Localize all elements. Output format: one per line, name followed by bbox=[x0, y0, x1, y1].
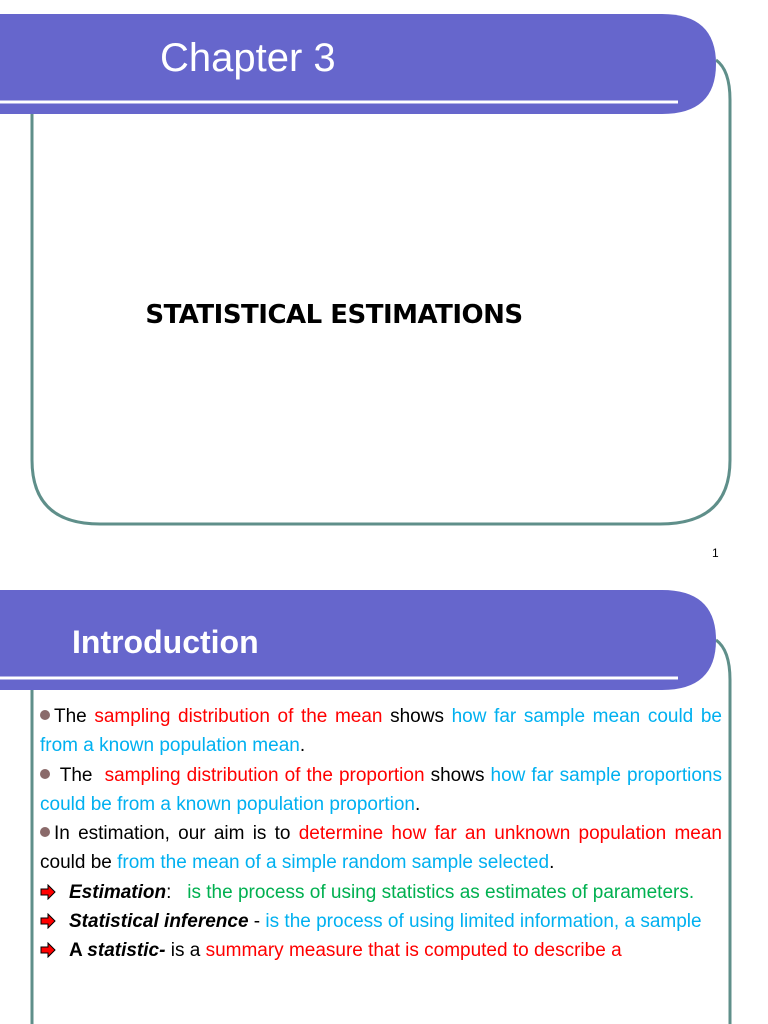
bullet-text: The bbox=[54, 706, 95, 727]
bullet-item bbox=[40, 819, 722, 878]
bullet-text: . bbox=[549, 852, 555, 874]
bullet-text: . bbox=[414, 793, 421, 815]
slide-2-title: Introduction bbox=[72, 624, 259, 660]
right-arrow-icon bbox=[40, 884, 56, 900]
definition-text: is the process of using limited information, a sample bbox=[265, 911, 702, 933]
bullet-text: In estimation, our aim is to bbox=[54, 823, 299, 845]
right-arrow-icon bbox=[40, 913, 56, 929]
bullet-text: how far sample proportions could be from a known population proportion bbox=[40, 764, 722, 815]
bullet-item bbox=[40, 761, 722, 820]
bullet-text: how far sample mean could be from a known population mean bbox=[40, 706, 722, 757]
separator-text: - bbox=[248, 911, 266, 933]
term-text: Estimation bbox=[69, 881, 167, 903]
bullet-item bbox=[40, 702, 722, 761]
slide-1-title: Chapter 3 bbox=[160, 36, 336, 80]
arrow-item bbox=[40, 878, 722, 907]
definition-text: summary measure that is computed to describe a bbox=[205, 940, 622, 962]
separator-text: : bbox=[166, 881, 182, 903]
bullet-text: shows bbox=[382, 706, 452, 727]
term-text: Statistical inference bbox=[69, 911, 249, 933]
bullet-text: sampling distribution of the proportion bbox=[104, 764, 425, 786]
right-arrow-icon bbox=[40, 942, 56, 958]
bullet-dot-icon bbox=[40, 710, 50, 720]
arrow-item bbox=[40, 907, 722, 936]
bullet-text: sampling distribution of the mean bbox=[94, 706, 383, 727]
bullet-text: shows bbox=[424, 764, 491, 786]
arrow-item bbox=[40, 936, 722, 965]
slide-1-heading: STATISTICAL ESTIMATIONS bbox=[145, 300, 523, 330]
prefix-text: A bbox=[69, 940, 88, 962]
bullet-dot-icon bbox=[40, 827, 50, 837]
bullet-text: from the mean of a simple random sample selected bbox=[117, 852, 550, 874]
separator-text: is a bbox=[165, 940, 206, 962]
bullet-text: determine how far an unknown population mean bbox=[298, 823, 722, 845]
bullet-dot-icon bbox=[40, 769, 50, 779]
bullet-text: could be bbox=[40, 852, 118, 874]
definition-text: is the process of using statistics as estimates of parameters. bbox=[187, 881, 695, 903]
slide-2-content bbox=[40, 702, 722, 966]
bullet-text: . bbox=[299, 735, 306, 757]
bullet-text: The bbox=[54, 764, 99, 786]
page-number: 1 bbox=[712, 546, 719, 560]
term-text: statistic- bbox=[87, 940, 166, 962]
